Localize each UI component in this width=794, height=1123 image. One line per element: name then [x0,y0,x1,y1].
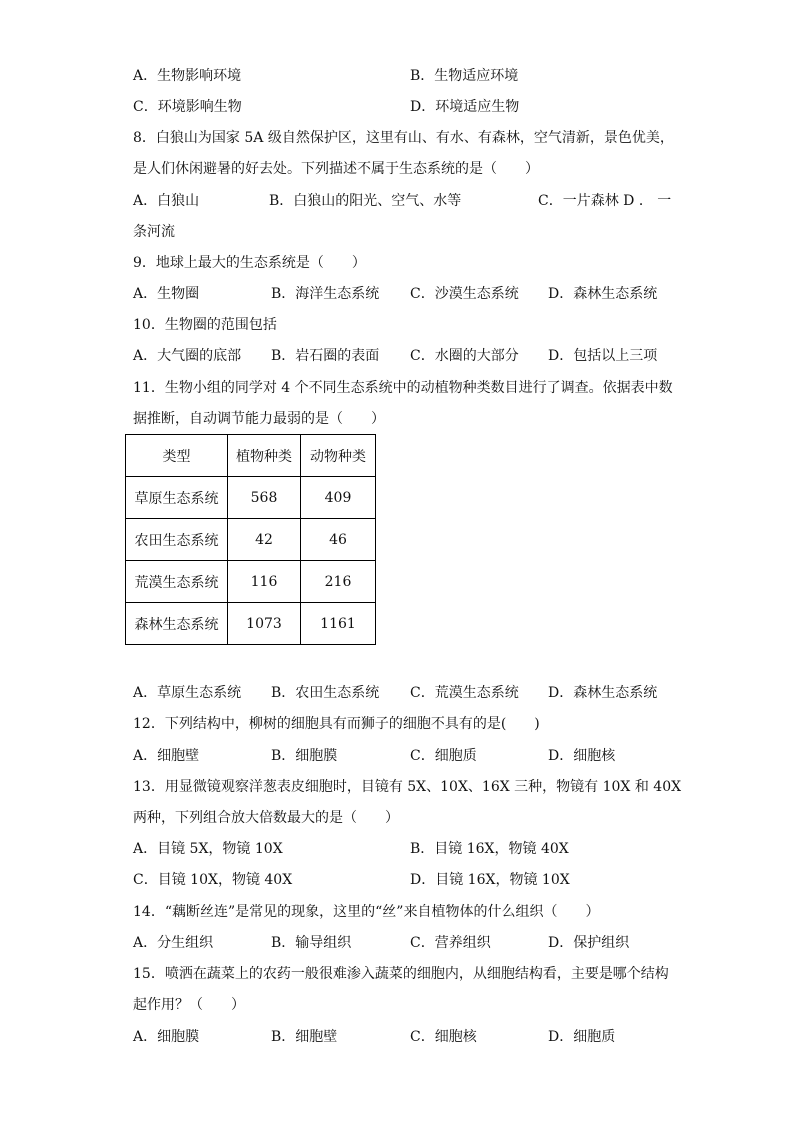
q8-option-b: B．白狼山的阳光、空气、水等 [269,193,462,209]
ecosystem-species-table [125,434,376,645]
q7-option-d: D．环境适应生物 [410,99,520,115]
table-header-cell: 植物种类 [228,435,301,477]
q12-option-c: C．细胞质 [410,748,477,764]
q10-option-b: B．岩石圈的表面 [271,348,380,364]
q12-stem: 12．下列结构中，柳树的细胞具有而狮子的细胞不具有的是( ) [133,716,540,732]
q10-option-c: C．水圈的大部分 [410,348,519,364]
q8-stem-line2: 是人们休闲避暑的好去处。下列描述不属于生态系统的是（ ） [133,161,539,177]
q11-stem-line2: 据推断，自动调节能力最弱的是（ ） [133,411,385,427]
q8-option-cd: C．一片森林 D ． 一 [538,193,672,209]
q7-option-b: B．生物适应环境 [410,68,519,84]
q14-option-d: D．保护组织 [548,935,630,951]
q11-stem-line1: 11．生物小组的同学对 4 个不同生态系统中的动植物种类数目进行了调查。依据表中数 [133,380,673,396]
q13-option-a: A．目镜 5X，物镜 10X [133,841,283,857]
q7-option-c: C．环境影响生物 [133,99,242,115]
table-cell: 1073 [228,603,301,645]
q13-option-d: D．目镜 16X，物镜 10X [410,872,570,888]
q10-option-a: A．大气圈的底部 [133,348,242,364]
q14-option-b: B．输导组织 [271,935,352,951]
table-cell: 42 [228,519,301,561]
q15-option-d: D．细胞质 [548,1029,616,1045]
table-cell: 216 [301,561,376,603]
q11-option-b: B．农田生态系统 [271,685,380,701]
q13-stem-line2: 两种，下列组合放大倍数最大的是（ ） [133,810,399,826]
q14-option-c: C．营养组织 [410,935,491,951]
table-row [126,561,376,603]
table-cell: 农田生态系统 [126,519,228,561]
q7-option-a: A．生物影响环境 [133,68,242,84]
table-cell: 409 [301,477,376,519]
q12-option-a: A．细胞壁 [133,748,200,764]
q13-option-b: B．目镜 16X，物镜 40X [410,841,569,857]
q9-option-b: B．海洋生态系统 [271,286,380,302]
table-cell: 1161 [301,603,376,645]
table-cell: 森林生态系统 [126,603,228,645]
q15-stem-line1: 15．喷洒在蔬菜上的农药一般很难渗入蔬菜的细胞内，从细胞结构看，主要是哪个结构 [133,966,669,982]
table-header-row [126,435,376,477]
q15-stem-line2: 起作用？（ ） [133,997,245,1013]
table-cell: 草原生态系统 [126,477,228,519]
q15-option-b: B．细胞壁 [271,1029,338,1045]
table-row [126,519,376,561]
q11-option-d: D．森林生态系统 [548,685,658,701]
table-header-cell: 类型 [126,435,228,477]
table-cell: 568 [228,477,301,519]
q11-option-c: C．荒漠生态系统 [410,685,519,701]
q8-option-a: A．白狼山 [133,193,200,209]
q15-option-c: C．细胞核 [410,1029,477,1045]
q12-option-d: D．细胞核 [548,748,616,764]
q9-option-a: A．生物圈 [133,286,200,302]
q10-stem: 10．生物圈的范围包括 [133,317,277,333]
q9-option-c: C．沙漠生态系统 [410,286,519,302]
table-cell: 46 [301,519,376,561]
q13-option-c: C．目镜 10X，物镜 40X [133,872,293,888]
q12-option-b: B．细胞膜 [271,748,338,764]
table-row [126,477,376,519]
q14-option-a: A．分生组织 [133,935,214,951]
q15-option-a: A．细胞膜 [133,1029,200,1045]
q8-stem-line1: 8．白狼山为国家 5A 级自然保护区，这里有山、有水、有森林，空气清新，景色优美， [133,130,674,146]
q11-option-a: A．草原生态系统 [133,685,242,701]
q9-stem: 9．地球上最大的生态系统是（ ） [133,255,366,271]
q13-stem-line1: 13．用显微镜观察洋葱表皮细胞时，目镜有 5X、10X、16X 三种，物镜有 10X 和 40X [133,779,682,795]
table-header-cell: 动物种类 [301,435,376,477]
table-cell: 荒漠生态系统 [126,561,228,603]
q8-option-d-wrap: 条河流 [133,224,175,240]
q10-option-d: D．包括以上三项 [548,348,658,364]
table-row [126,603,376,645]
table-cell: 116 [228,561,301,603]
q9-option-d: D．森林生态系统 [548,286,658,302]
q14-stem: 14．“藕断丝连”是常见的现象，这里的“丝”来自植物体的什么组织（ ） [133,904,600,920]
